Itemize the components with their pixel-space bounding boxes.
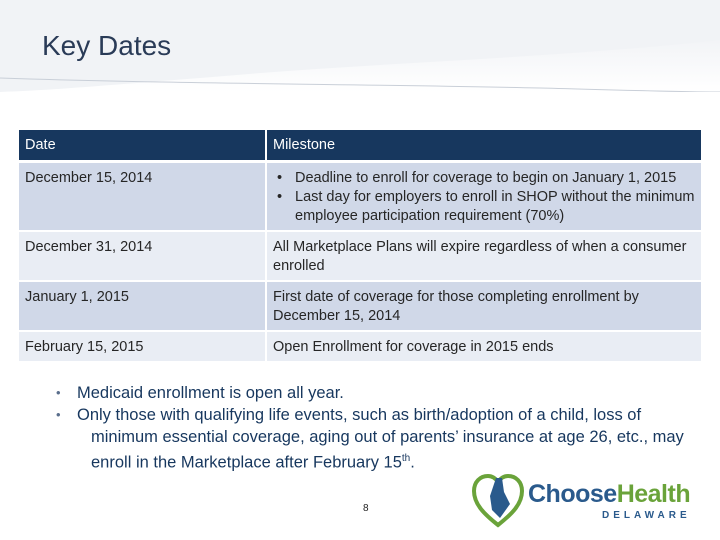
note-text: Only those with qualifying life events, such as birth/adoption of a child, loss of minimum essential coverage, aging out of parents’ insurance at age 26, etc., may enroll in the Marketplace after February 15: [77, 406, 684, 472]
milestone-item: • Last day for employers to enroll in SHOP without the minimum employee participation requirement (70%): [273, 188, 695, 226]
table-row: [19, 332, 701, 363]
slide-header: [0, 0, 720, 92]
bullet-icon: •: [56, 385, 61, 400]
milestone-cell: First date of coverage for those completing enrollment by December 15, 2014: [267, 282, 701, 332]
logo-word-choose: Choose: [528, 480, 617, 508]
table-header-row: [19, 130, 701, 163]
bullet-icon: •: [56, 407, 61, 422]
note-item: [56, 382, 696, 404]
milestone-cell: All Marketplace Plans will expire regardless of when a consumer enrolled: [267, 232, 701, 282]
logo-word-health: Health: [616, 480, 691, 508]
key-dates-table: [19, 130, 701, 363]
milestone-cell: Open Enrollment for coverage in 2015 ends: [267, 332, 701, 363]
logo-wordmark: [528, 480, 690, 508]
date-cell: December 15, 2014: [19, 163, 267, 232]
note-period: .: [410, 453, 415, 472]
date-cell: February 15, 2015: [19, 332, 267, 363]
date-cell: January 1, 2015: [19, 282, 267, 332]
milestone-cell: [267, 163, 701, 232]
milestone-list: [273, 169, 695, 226]
logo-subtitle: DELAWARE: [602, 510, 691, 521]
page-number: 8: [363, 503, 369, 514]
note-item: [56, 404, 696, 474]
milestone-item: • Deadline to enroll for coverage to begin on January 1, 2015: [273, 169, 695, 188]
delaware-heart-icon: [470, 470, 526, 528]
page-title: Key Dates: [42, 30, 172, 61]
note-superscript: th: [401, 453, 411, 464]
date-cell: December 31, 2014: [19, 232, 267, 282]
notes-list: [56, 382, 696, 474]
choosehealth-delaware-logo: [470, 470, 702, 530]
table-row: [19, 163, 701, 232]
column-header-date: Date: [19, 130, 267, 163]
column-header-milestone: Milestone: [267, 130, 701, 163]
table-row: [19, 232, 701, 282]
note-text: Medicaid enrollment is open all year.: [77, 384, 344, 402]
table-row: [19, 282, 701, 332]
notes-list-container: [56, 382, 696, 474]
